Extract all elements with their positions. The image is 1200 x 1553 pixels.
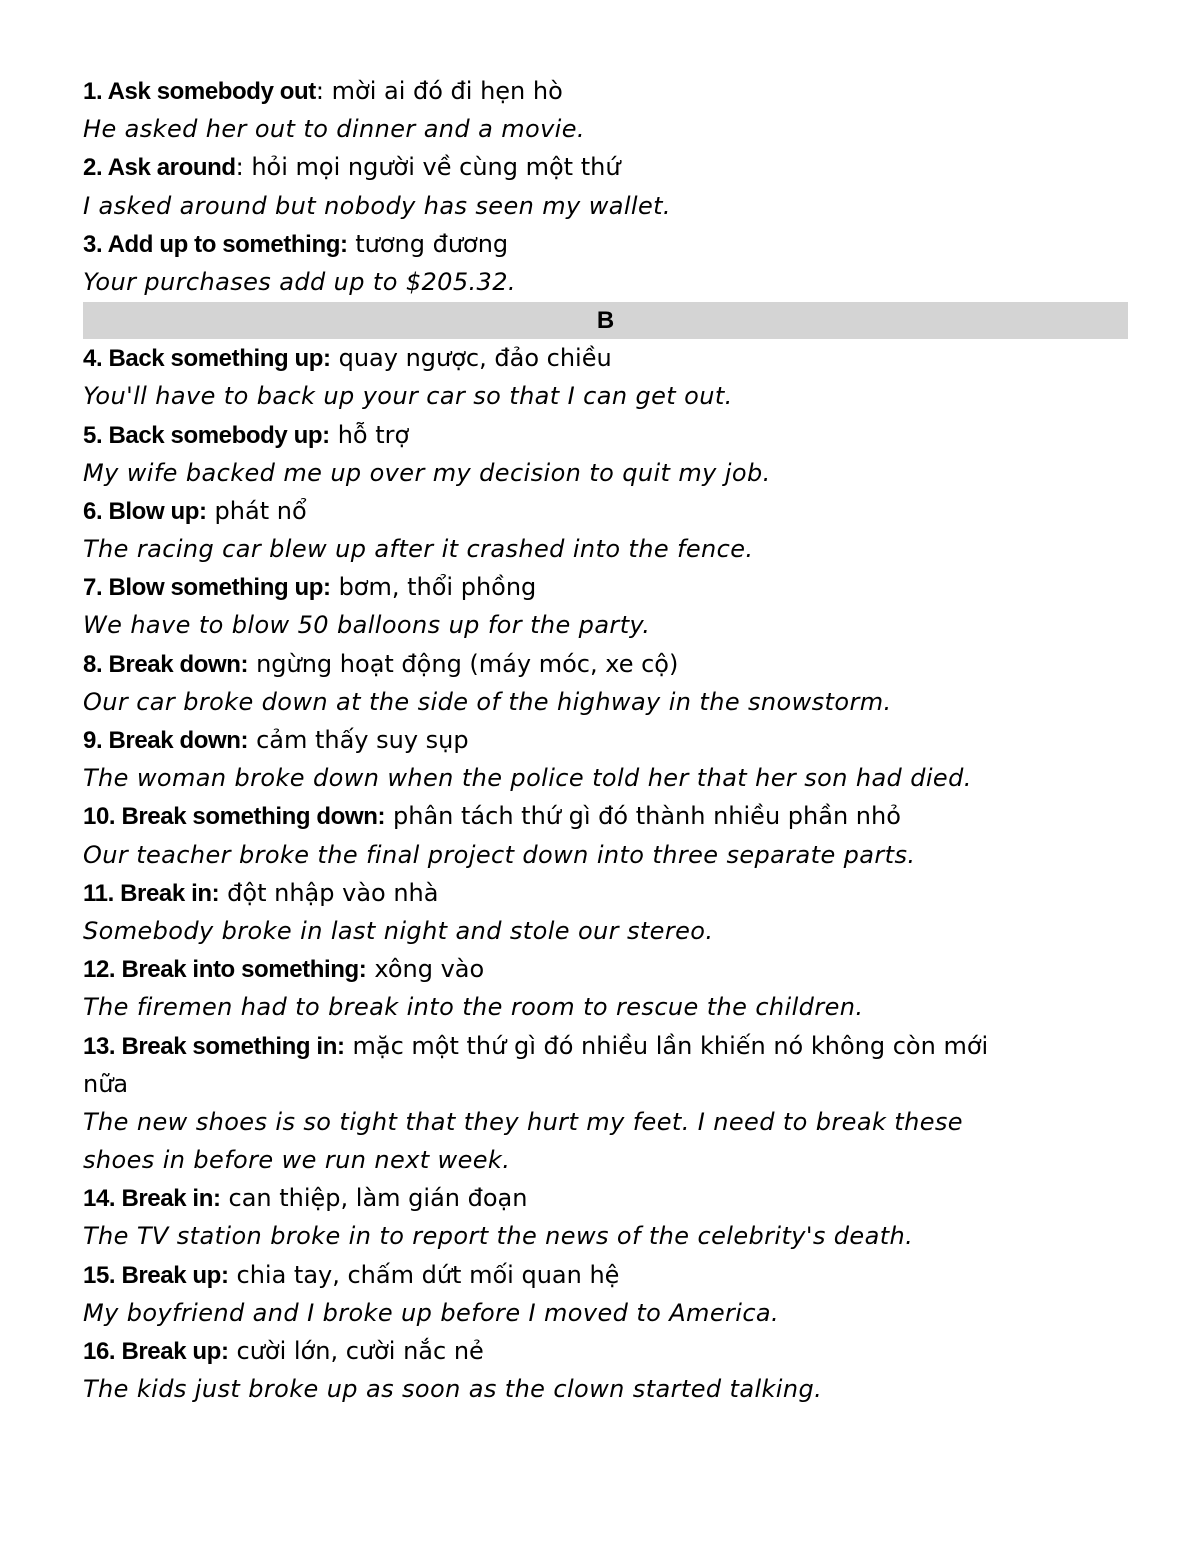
- entry-heading: [83, 1332, 1128, 1370]
- entry-number: 9.: [83, 727, 109, 754]
- vietnamese-meaning: hỏi mọi người về cùng một thứ: [251, 153, 621, 182]
- entries-b-list: [83, 339, 1128, 1408]
- entry-number: 12.: [83, 956, 122, 984]
- example-sentence: Your purchases add up to $205.32.: [83, 267, 516, 296]
- entry-heading: [83, 645, 1128, 683]
- entry-heading: [83, 225, 1128, 263]
- vietnamese-meaning: cười lớn, cười nắc nẻ: [236, 1337, 484, 1365]
- entry-heading: [83, 1027, 1128, 1065]
- entry-number: 11.: [83, 879, 121, 907]
- example-sentence: Somebody broke in last night and stole our stereo.: [83, 916, 714, 945]
- entry-separator: :: [315, 77, 332, 105]
- entry-heading: [83, 148, 1128, 186]
- entry-heading: [83, 874, 1128, 912]
- example-sentence-cont: shoes in before we run next week.: [83, 1146, 511, 1175]
- phrasal-verb: Break up:: [121, 1261, 229, 1289]
- vietnamese-meaning: phân tách thứ gì đó thành nhiều phần nhỏ: [393, 802, 901, 831]
- entry-heading: [83, 72, 1128, 110]
- example-sentence: The kids just broke up as soon as the clown started talking.: [83, 1375, 823, 1404]
- entry-number: 5.: [83, 421, 109, 449]
- entry-heading: [83, 339, 1128, 377]
- entry-heading: [83, 416, 1128, 454]
- vietnamese-meaning: cảm thấy suy sụp: [256, 726, 469, 754]
- entry-separator: :: [235, 153, 252, 182]
- vietnamese-meaning: quay ngược, đảo chiều: [338, 344, 612, 373]
- phrasal-verb: Break something down:: [121, 803, 386, 831]
- entry-number: 16.: [83, 1338, 122, 1365]
- vietnamese-meaning: mặc một thứ gì đó nhiều lần khiến nó không còn mới: [352, 1031, 989, 1060]
- entry-heading: [83, 721, 1128, 759]
- entry-number: 13.: [83, 1032, 122, 1060]
- entry-heading: [83, 797, 1128, 835]
- entry-number: 2.: [83, 154, 108, 182]
- entry-number: 4.: [83, 345, 109, 373]
- vietnamese-meaning: can thiệp, làm gián đoạn: [228, 1184, 528, 1213]
- entry-heading: [83, 492, 1128, 530]
- example-sentence: The TV station broke in to report the news of the celebrity's death.: [83, 1222, 914, 1251]
- vietnamese-meaning: ngừng hoạt động (máy móc, xe cộ): [256, 649, 679, 678]
- phrasal-verb: Break in:: [120, 879, 220, 907]
- phrasal-verb: Add up to something:: [107, 230, 348, 258]
- vietnamese-meaning: chia tay, chấm dứt mối quan hệ: [236, 1260, 620, 1289]
- entry-heading: [83, 1256, 1128, 1294]
- phrasal-verb: Blow something up:: [108, 574, 331, 602]
- vietnamese-meaning: hỗ trợ: [337, 420, 410, 449]
- entry-number: 15.: [83, 1261, 122, 1289]
- phrasal-verb: Break something in:: [121, 1032, 345, 1060]
- phrasal-verb: Break into something:: [121, 956, 367, 984]
- entry-heading: [83, 568, 1128, 606]
- vietnamese-meaning: xông vào: [374, 955, 485, 984]
- document-page: [83, 72, 1128, 1408]
- entry-heading: [83, 1179, 1128, 1217]
- entry-heading: [83, 950, 1128, 988]
- example-sentence: The new shoes is so tight that they hurt my feet. I need to break these: [83, 1107, 963, 1136]
- example-sentence: My boyfriend and I broke up before I moved to America.: [83, 1298, 780, 1327]
- example-sentence: The firemen had to break into the room to rescue the children.: [83, 993, 864, 1022]
- entry-number: 3.: [83, 230, 108, 258]
- entry-number: 8.: [83, 650, 109, 678]
- vietnamese-meaning: mời ai đó đi hẹn hò: [331, 77, 563, 105]
- example-sentence: Our teacher broke the final project down into three separate parts.: [83, 840, 916, 869]
- vietnamese-meaning-cont: nữa: [83, 1069, 129, 1098]
- phrasal-verb: Break down:: [108, 727, 249, 754]
- example-sentence: You'll have to back up your car so that I can get out.: [83, 382, 733, 411]
- example-sentence: The woman broke down when the police told her that her son had died.: [83, 764, 972, 793]
- phrasal-verb: Ask around: [107, 154, 236, 182]
- entry-number: 10.: [83, 803, 122, 831]
- meaning-continuation: [83, 1065, 1128, 1103]
- phrasal-verb: Break up:: [121, 1338, 229, 1365]
- section-header-b: B: [83, 302, 1128, 339]
- entry-number: 14.: [83, 1185, 122, 1213]
- vietnamese-meaning: đột nhập vào nhà: [227, 878, 439, 907]
- vietnamese-meaning: tương đương: [355, 229, 509, 258]
- phrasal-verb: Break in:: [121, 1185, 221, 1213]
- phrasal-verb: Ask somebody out: [107, 78, 316, 105]
- example-sentence: Our car broke down at the side of the highway in the snowstorm.: [83, 687, 892, 716]
- example-sentence: My wife backed me up over my decision to quit my job.: [83, 458, 771, 487]
- phrasal-verb: Break down:: [108, 650, 249, 678]
- vietnamese-meaning: phát nổ: [214, 496, 307, 525]
- phrasal-verb: Back something up:: [108, 345, 331, 373]
- vietnamese-meaning: bơm, thổi phồng: [338, 573, 537, 602]
- entry-number: 1.: [83, 78, 108, 105]
- phrasal-verb: Blow up:: [108, 497, 207, 525]
- example-sentence: I asked around but nobody has seen my wallet.: [83, 191, 671, 220]
- example-sentence: The racing car blew up after it crashed into the fence.: [83, 535, 754, 564]
- entry-number: 6.: [83, 497, 109, 525]
- example-sentence: We have to blow 50 balloons up for the party.: [83, 611, 651, 640]
- example-sentence: He asked her out to dinner and a movie.: [83, 115, 585, 144]
- entry-number: 7.: [83, 574, 109, 602]
- phrasal-verb: Back somebody up:: [108, 421, 330, 449]
